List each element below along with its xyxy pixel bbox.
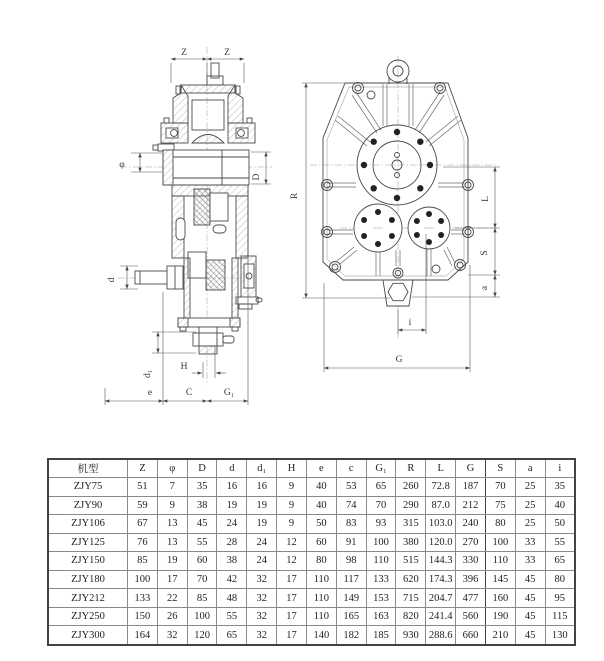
value-cell: 45 (515, 607, 545, 626)
dim-label-R: R (290, 192, 300, 200)
table-row-ZJY250 (48, 607, 575, 626)
header-cell-12: G (456, 459, 486, 478)
value-cell: 210 (485, 626, 515, 645)
left-section-view (105, 47, 272, 405)
value-cell: 80 (306, 552, 336, 571)
spec-table-header (48, 459, 575, 478)
output-hollow-shaft (163, 150, 249, 185)
value-cell: 60 (306, 533, 336, 552)
dimension-spec-table (47, 458, 576, 646)
value-cell: 12 (277, 533, 307, 552)
value-cell: 45 (515, 589, 545, 608)
value-cell: 16 (217, 478, 247, 497)
value-cell: 12 (277, 552, 307, 571)
ribs (327, 84, 464, 276)
dim-label-z-left: Z (181, 48, 187, 58)
breather-plug (207, 63, 223, 85)
value-cell: 35 (545, 478, 575, 497)
value-cell: 48 (217, 589, 247, 608)
dim-label-d: d (107, 277, 117, 283)
value-cell: 140 (306, 626, 336, 645)
value-cell: 110 (306, 570, 336, 589)
header-cell-11: L (426, 459, 456, 478)
value-cell: 330 (456, 552, 486, 571)
spec-table-body (48, 478, 575, 646)
value-cell: 133 (366, 570, 396, 589)
value-cell: 42 (217, 570, 247, 589)
model-cell: ZJY106 (48, 515, 128, 534)
dim-label-G: G (395, 355, 403, 365)
value-cell: 85 (128, 552, 158, 571)
value-cell: 83 (336, 515, 366, 534)
bottom-coupling (193, 327, 234, 354)
value-cell: 32 (247, 570, 277, 589)
value-cell: 40 (306, 496, 336, 515)
dim-label-G1: G₁ (223, 388, 235, 398)
value-cell: 28 (217, 533, 247, 552)
value-cell: 315 (396, 515, 426, 534)
value-cell: 930 (396, 626, 426, 645)
value-cell: 715 (396, 589, 426, 608)
model-cell: ZJY180 (48, 570, 128, 589)
header-cell-1: Z (128, 459, 158, 478)
value-cell: 33 (515, 552, 545, 571)
value-cell: 660 (456, 626, 486, 645)
value-cell: 59 (128, 496, 158, 515)
value-cell: 204.7 (426, 589, 456, 608)
side-bearing-block (236, 256, 262, 309)
value-cell: 26 (157, 607, 187, 626)
header-cell-15: i (545, 459, 575, 478)
value-cell: 9 (277, 496, 307, 515)
header-row (48, 459, 575, 478)
header-cell-0: 机型 (48, 459, 128, 478)
value-cell: 32 (157, 626, 187, 645)
value-cell: 270 (456, 533, 486, 552)
value-cell: 185 (366, 626, 396, 645)
value-cell: 9 (157, 496, 187, 515)
value-cell: 87.0 (426, 496, 456, 515)
value-cell: 33 (515, 533, 545, 552)
value-cell: 117 (336, 570, 366, 589)
value-cell: 620 (396, 570, 426, 589)
value-cell: 55 (187, 533, 217, 552)
value-cell: 110 (366, 552, 396, 571)
value-cell: 130 (545, 626, 575, 645)
value-cell: 45 (515, 626, 545, 645)
value-cell: 477 (456, 589, 486, 608)
value-cell: 260 (396, 478, 426, 497)
header-cell-9: G₁ (366, 459, 396, 478)
value-cell: 38 (187, 496, 217, 515)
value-cell: 110 (306, 589, 336, 608)
value-cell: 93 (366, 515, 396, 534)
table-row-ZJY212 (48, 589, 575, 608)
value-cell: 164 (128, 626, 158, 645)
value-cell: 95 (545, 589, 575, 608)
dim-label-C: C (185, 388, 193, 398)
value-cell: 53 (336, 478, 366, 497)
value-cell: 160 (485, 589, 515, 608)
value-cell: 45 (515, 570, 545, 589)
table-row-ZJY300 (48, 626, 575, 645)
value-cell: 7 (157, 478, 187, 497)
value-cell: 144.3 (426, 552, 456, 571)
model-cell: ZJY90 (48, 496, 128, 515)
value-cell: 165 (336, 607, 366, 626)
value-cell: 98 (336, 552, 366, 571)
dim-label-S: S (480, 250, 490, 256)
value-cell: 13 (157, 515, 187, 534)
value-cell: 55 (217, 607, 247, 626)
value-cell: 24 (247, 533, 277, 552)
value-cell: 100 (128, 570, 158, 589)
model-cell: ZJY125 (48, 533, 128, 552)
value-cell: 163 (366, 607, 396, 626)
header-cell-8: c (336, 459, 366, 478)
value-cell: 149 (336, 589, 366, 608)
value-cell: 16 (247, 478, 277, 497)
value-cell: 820 (396, 607, 426, 626)
value-cell: 72.8 (426, 478, 456, 497)
header-cell-6: H (277, 459, 307, 478)
value-cell: 50 (545, 515, 575, 534)
value-cell: 45 (187, 515, 217, 534)
header-cell-13: S (485, 459, 515, 478)
value-cell: 25 (515, 496, 545, 515)
value-cell: 25 (515, 478, 545, 497)
dim-label-z-right: Z (224, 48, 230, 58)
header-cell-7: e (306, 459, 336, 478)
table-row-ZJY106 (48, 515, 575, 534)
model-cell: ZJY150 (48, 552, 128, 571)
value-cell: 70 (366, 496, 396, 515)
value-cell: 40 (306, 478, 336, 497)
value-cell: 212 (456, 496, 486, 515)
value-cell: 85 (187, 589, 217, 608)
header-cell-10: R (396, 459, 426, 478)
value-cell: 76 (128, 533, 158, 552)
value-cell: 13 (157, 533, 187, 552)
value-cell: 38 (217, 552, 247, 571)
dim-label-a: a (480, 285, 490, 291)
value-cell: 70 (187, 570, 217, 589)
value-cell: 120 (187, 626, 217, 645)
value-cell: 25 (515, 515, 545, 534)
value-cell: 182 (336, 626, 366, 645)
dim-label-i: i (408, 318, 412, 328)
value-cell: 190 (485, 607, 515, 626)
value-cell: 515 (396, 552, 426, 571)
header-cell-4: d (217, 459, 247, 478)
value-cell: 60 (187, 552, 217, 571)
value-cell: 133 (128, 589, 158, 608)
dim-label-H: H (180, 362, 188, 372)
value-cell: 560 (456, 607, 486, 626)
dim-label-L: L (481, 196, 491, 202)
value-cell: 153 (366, 589, 396, 608)
value-cell: 91 (336, 533, 366, 552)
model-cell: ZJY75 (48, 478, 128, 497)
right-front-view (290, 56, 500, 372)
value-cell: 51 (128, 478, 158, 497)
value-cell: 288.6 (426, 626, 456, 645)
header-cell-5: d₁ (247, 459, 277, 478)
value-cell: 80 (545, 570, 575, 589)
value-cell: 187 (456, 478, 486, 497)
dim-label-D: D (252, 173, 262, 181)
value-cell: 17 (157, 570, 187, 589)
value-cell: 22 (157, 589, 187, 608)
dim-label-d1: d₁ (143, 369, 153, 379)
value-cell: 65 (217, 626, 247, 645)
value-cell: 110 (306, 607, 336, 626)
value-cell: 100 (366, 533, 396, 552)
input-shaft (135, 266, 183, 289)
lower-bearing-bosses (354, 204, 450, 252)
table-row-ZJY75 (48, 478, 575, 497)
value-cell: 396 (456, 570, 486, 589)
value-cell: 24 (247, 552, 277, 571)
value-cell: 35 (187, 478, 217, 497)
value-cell: 17 (277, 607, 307, 626)
value-cell: 103.0 (426, 515, 456, 534)
model-cell: ZJY300 (48, 626, 128, 645)
header-cell-3: D (187, 459, 217, 478)
value-cell: 40 (545, 496, 575, 515)
value-cell: 9 (277, 478, 307, 497)
value-cell: 55 (545, 533, 575, 552)
value-cell: 19 (157, 552, 187, 571)
value-cell: 100 (187, 607, 217, 626)
value-cell: 174.3 (426, 570, 456, 589)
model-cell: ZJY212 (48, 589, 128, 608)
table-row-ZJY125 (48, 533, 575, 552)
header-cell-2: φ (157, 459, 187, 478)
value-cell: 17 (277, 626, 307, 645)
value-cell: 120.0 (426, 533, 456, 552)
table-row-ZJY150 (48, 552, 575, 571)
value-cell: 80 (485, 515, 515, 534)
flange-bolts (322, 83, 474, 279)
housing-plate (323, 83, 468, 280)
value-cell: 17 (277, 589, 307, 608)
value-cell: 19 (247, 496, 277, 515)
value-cell: 74 (336, 496, 366, 515)
value-cell: 32 (247, 607, 277, 626)
value-cell: 9 (277, 515, 307, 534)
value-cell: 150 (128, 607, 158, 626)
value-cell: 65 (366, 478, 396, 497)
value-cell: 19 (217, 496, 247, 515)
value-cell: 65 (545, 552, 575, 571)
value-cell: 241.4 (426, 607, 456, 626)
value-cell: 380 (396, 533, 426, 552)
value-cell: 32 (247, 589, 277, 608)
model-cell: ZJY250 (48, 607, 128, 626)
table-row-ZJY180 (48, 570, 575, 589)
table-row-ZJY90 (48, 496, 575, 515)
value-cell: 50 (306, 515, 336, 534)
value-cell: 24 (217, 515, 247, 534)
value-cell: 32 (247, 626, 277, 645)
value-cell: 110 (485, 552, 515, 571)
value-cell: 17 (277, 570, 307, 589)
value-cell: 290 (396, 496, 426, 515)
value-cell: 100 (485, 533, 515, 552)
header-cell-14: a (515, 459, 545, 478)
value-cell: 75 (485, 496, 515, 515)
value-cell: 240 (456, 515, 486, 534)
value-cell: 67 (128, 515, 158, 534)
value-cell: 19 (247, 515, 277, 534)
value-cell: 145 (485, 570, 515, 589)
drain-plug (383, 280, 413, 306)
value-cell: 70 (485, 478, 515, 497)
dim-label-e: e (147, 388, 153, 398)
value-cell: 115 (545, 607, 575, 626)
dim-label-phi: φ (119, 160, 125, 170)
